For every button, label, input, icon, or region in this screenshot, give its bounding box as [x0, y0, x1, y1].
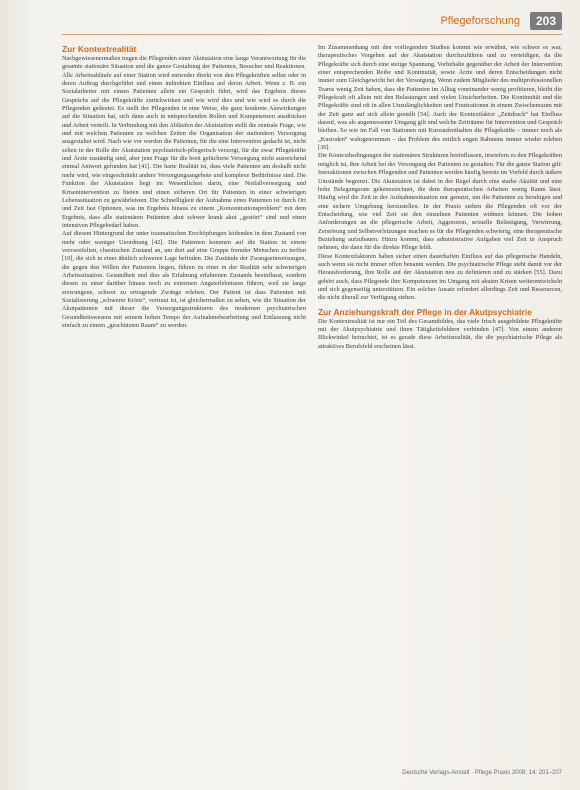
body-paragraph: Im Zusammenhang mit den vorliegenden Studien kommt wie erwähnt, wie schwer es war, therapeutisches Vorgehen auf der Akutstation durchzuführen und zu verteidigen, da die Pflegekräfte sich durch eine stetige Spannung, Vorbehalte gegenüber der Arbeit der Intervention einer entsprechenden Reihe und Kontinuität, sowie Ärzte und deren Entscheidungen nicht immer zum Gleichgewicht bei der Versorgung. Wenn zudem Mitglieder des multiprofessionellen Teams wenig Zeit haben, dass die Patienten im Alltag voneinander wenig profitieren, bleibt die Pflegekraft oft allein mit den Belastungen und vielen Unsicherheiten. Die Kontinuität und die Pflegekräfte sind oft in allen Unzulänglichkeiten und Frustrationen in einem Zwischenraum mit der Zeit ganz auf sich allein gestellt [54]. Auch der Kontextfaktor „Zeitdruck“ hat Einfluss darauf, was als angemessener Umgang gilt und welche Zeiträume für Intervention und Gespräch bleiben. So wie im Fall von Stationen mit Kurzaufenthalten die Pflegekräfte – immer noch als „Kustoden“ wahrgenommen – das Problem des zeitlich engen Rahmens immer wieder erleben [30]. [318, 44, 562, 152]
header-rule [62, 34, 562, 35]
two-column-body [62, 44, 562, 756]
body-paragraph: Die Kontextbedingungen der stationären Strukturen beeinflussen, inwiefern es den Pflegekräften möglich ist, ihre Arbeit bei der Versorgung der Patienten zu gestalten. Für die ganze Station gilt: Interaktionen zwischen Pflegenden und Patienten werden häufig bereits im Vorfeld durch äußere Umstände begrenzt. Die Akutstation ist dabei in der Regel durch eine starke Akuität und eine hohe Belegungsrate gekennzeichnet, die dem therapeutischen Arbeiten wenig Raum lässt. Häufig wird die Zeit in der Aufnahmesituation nur genutzt, um die Patienten zu beruhigen und eine sichere Umgebung herzustellen. In der Praxis stehen die Pflegenden oft vor der Entscheidung, wie viel Zeit sie den einzelnen Patienten widmen können. Die hohen Anforderungen an die pflegerische Arbeit, Aggression, sexuelle Belästigung, Verwirrung, Zerstörung und Selbstverletzungen machen es für die Pflegenden schwierig, eine therapeutische Beziehung aufzubauen. Hinzu kommt, dass administrative Aufgaben viel Zeit in Anspruch nehmen, die dann für die direkte Pflege fehlt. [318, 152, 562, 252]
running-header [40, 10, 562, 32]
body-paragraph: Auf diesem Hintergrund der unter traumatischen Erschöpfungen leidenden in dem Zustand von mehr oder weniger Unordnung [42]. Die Patienten kommen auf die Station in einem verzweifelten, chaotischen Zustand an, um dort auf eine Gruppe fremder Menschen zu treffen [10], die sich in einer ähnlich schweren Lage befinden. Die Zustände der Zwangseinweisungen, die gegen den Willen der Patienten liegen, führen zu einer in der Realität sehr schwierigen Arbeitssituation. Gesundheit und dies als Erfahrung erfahrenen Zustands beeinflusst, sondern diesen zu einer darüber hinaus noch zu extremen Angsterlebnissen führen, weil sie lange erzwungene, schwer zu ertragende Zwänge erleben. Der Patient ist dass Patienten mit Sozialisierung „schwerer Krisis“, vertraut ist, ist gleichermaßen zu sehen, wie die Situation der Akutpatienten mit dieser die Versorgungsstrukturen des modernen psychiatrischen Gesundheitswesens mit seinem hohen Tempo der Aufnahmebearbeitung und Entlassung nicht einfach zu einem „geschützten Raum“ zu werden. [62, 230, 306, 329]
section-label: Pflegeforschung [440, 15, 520, 27]
body-paragraph: Diese Kontextfaktoren haben sicher einen dauerhaften Einfluss auf das pflegerische Handeln, auch wenn sie nicht immer offen benannt werden. Die psychiatrische Pflege steht damit vor der Herausforderung, ihre Rolle auf der Akutstation neu zu definieren und zu stärken [55]. Dazu gehört auch, dass Pflegende ihre Kompetenzen im Umgang mit akuten Krisen weiterentwickeln und sich gegenseitig unterstützen. Ein solcher Ansatz erfordert allerdings Zeit und Ressourcen, die nicht überall zur Verfügung stehen. [318, 252, 562, 302]
page-footer: Deutsche Verlags-Anstalt · Pflege Praxis 2008; 14: 201–207 [402, 770, 562, 776]
left-column [62, 44, 306, 756]
section-heading: Zur Kontextrealität [62, 44, 137, 54]
body-paragraph: Die Kontextrealität ist nur ein Teil des Gesamtbildes, das viele frisch ausgebildete Pflegekräfte mit der Akutpsychiatrie und ihren Tätigkeitsfeldern verbinden [47]. Von einem anderen Blickwinkel betrachtet, ist es gerade diese Arbeitsrealität, die die psychiatrische Pflege als attraktives Berufsfeld erscheinen lässt. [318, 317, 562, 350]
page-number-badge: 203 [530, 12, 562, 30]
right-column [318, 44, 562, 756]
body-paragraph: Nachgewiesenermaßen tragen die Pflegenden einer Akutstation eine lange Verantwortung für die gesamte stationäre Situation und die ganze Gestaltung der Patienten, Besucher und Reaktionen. Alle Arbeitsabläufe auf einer Station wird entweder direkt von den Pflegekräften selbst oder in deren Auftrag durchgeführt und einen indirekten Einfluss auf deren Arbeit. Wenn z. B. ein Sozialarbeiter mit einem Patienten allein ein Gespräch führt, wird das Ergebnis dieses Gesprächs auf die Pflegekräfte zurückwirken und wie wird dies und wie wird es durch die Pflegenden gedeutet. Es stellt der Pflegenden in eine Weise, die ganz konkrete Auswirkungen auf die Situation hat, sich dann auch in entsprechenden Rollen und Kompetenzen ausdrücken und Arbeit verteilt. In Verbindung mit den Abläufen der Akutstation stellt die zentrale Frage, wie und mit welchen Patienten zu welchen Zeiten die Organisation der stationären Versorgung ausgestaltet wird. Nach wie vor werden die Patienten, für die eine Intervention gedacht ist, nicht selten in der Rolle der Akutstation psychiatrisch-pflegerisch versorgt, für die zwar Pflegekräfte und Ärzte zuständig sind, aber jene Frage für die breit gefächerte Versorgung nicht ausreichend einmal Antwort gefunden hat [41]. Die harte Realität ist, dass viele Patienten am deshalb nicht mehr wird, wie eingeschränkt andere Versorgungsangebote und komplexe Bedürfnisse sind. Die Funktion der Akutstation liegt im Wesentlichen darin, eine Notfallversorgung und Krisenintervention zu bieten und einen sicheren Ort für Patienten in einer schwierigen Lebenssituation zu gewährleisten. Die Schnelligkeit der Aufnahme eines Patienten ist durch Ort und Zeit fast Optionen, was im Ergebnis hinaus zu einem „Konzentrationsproblem“ mit dem Ergebnis, dass alle stationären Patienten akut schwer krank akut „gestört“ sind und einen intensiven Pflegebedarf haben. [62, 55, 306, 229]
section-heading: Zur Anziehungskraft der Pflege in der Akutpsychiatrie [318, 306, 532, 317]
